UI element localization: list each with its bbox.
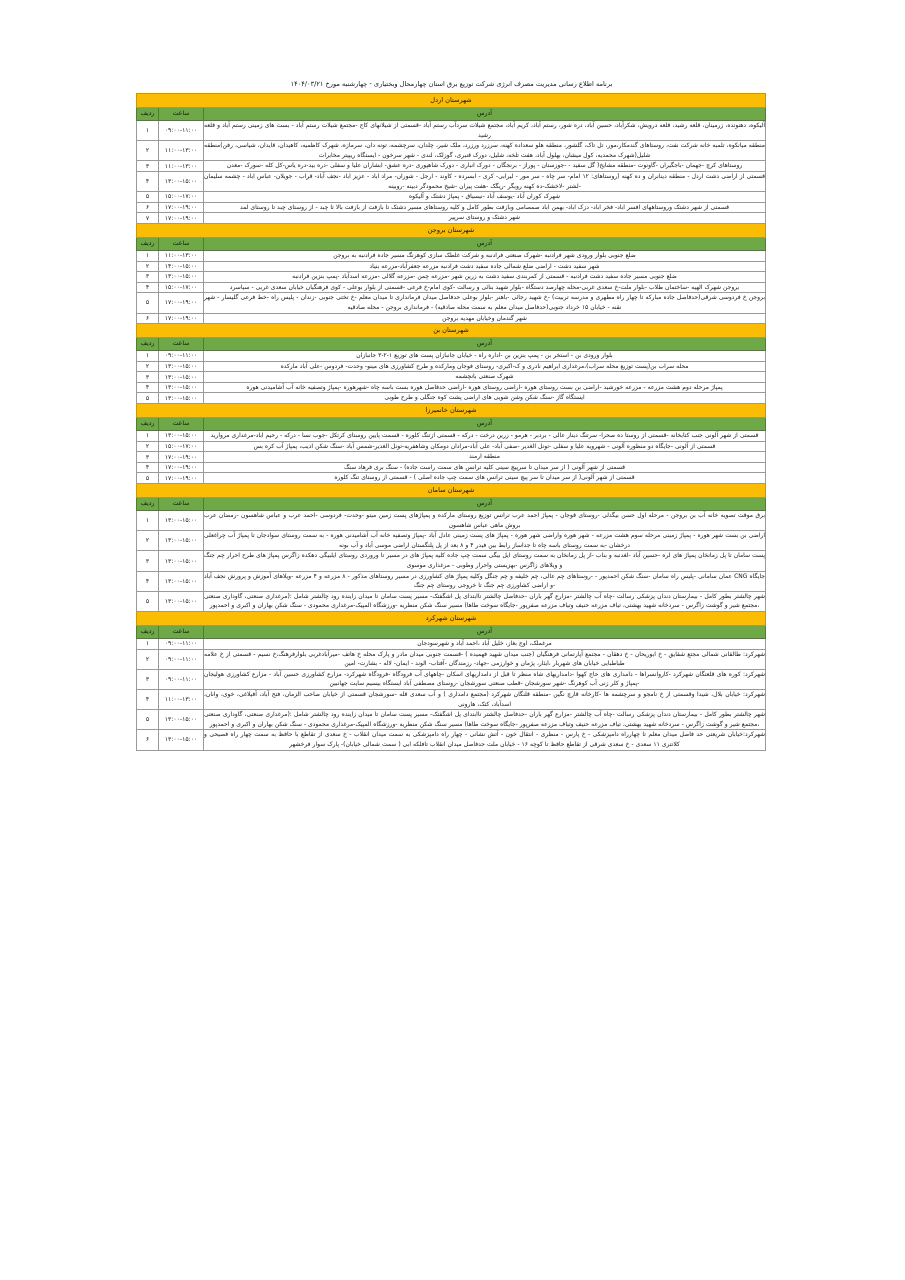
outage-time: ۱۳:۰۰-۱۵:۰۰ [159,372,204,383]
outage-time: ۱۳:۰۰-۱۵:۰۰ [159,382,204,393]
column-header-row [137,418,766,431]
table-row [137,441,766,452]
table-row [137,202,766,213]
column-header-address: آدرس [204,237,766,250]
outage-address: قسمتی از اراضی دشت اردل - منطقه دینانران و ده کهنه (روستاهای: ۱۲ امام- سر چاه - سر مور - لیرابی- کری - ابسرده - کاوند - ارجل - شوران- مراد اباد - عزیز اباد -نجف آباد- قراب - جویلان- عباس اباد - چشمه سلیمان -لشتر -لاخشک-ده کهنه رویگر -ریگک -هفت پیران -شیخ محمودگر دبینه -روبینه [204,171,766,191]
column-header-time: ساعت [159,237,204,250]
table-row [137,293,766,313]
county-band [137,324,766,338]
table-row [137,531,766,551]
table-row [137,710,766,730]
outage-time: ۱۳:۰۰-۱۵:۰۰ [159,393,204,404]
outage-address: برق موقت تصویه خانه آب بن بروجن - مرحله اول حسن بیگدلی -روستای قوجان - پمپاژ احمد عرب ترانس توزیع روستای مارکده و پمپاژهای پست زمین مینو -وحدت- فردوسی -احمد عرب و عباس شاهسون -رمضان عرب بروش ماهی عباس شاهسون [204,511,766,531]
row-number: ۴ [137,571,159,591]
column-header-row-number: ردیف [137,237,159,250]
row-number: ۱ [137,431,159,442]
outage-address: منطقه ارمند [204,452,766,463]
outage-time: ۱۷:۰۰-۱۹:۰۰ [159,213,204,224]
row-number: ۵ [137,591,159,611]
table-row [137,431,766,442]
column-header-address: آدرس [204,338,766,351]
table-row [137,462,766,473]
column-header-row [137,338,766,351]
county-name: شهرستان بن [137,324,766,338]
outage-time: ۱۱:۰۰-۱۳:۰۰ [159,250,204,261]
row-number: ۲ [137,649,159,669]
table-row [137,121,766,141]
column-header-row [137,498,766,511]
row-number: ۳ [137,372,159,383]
outage-time: ۰۹:۰۰-۱۱:۰۰ [159,121,204,141]
row-number: ۱ [137,250,159,261]
county-name: شهرستان شهرکرد [137,611,766,625]
column-header-address: آدرس [204,498,766,511]
outage-address: روستاهای کرچ -جهمان -باجگیران -گاونوت -منطقه مشایخ( گل سفید - -جوزستان - پوراز - برنجگان - دورک انباری - دورک شاهپوری -دره عشق- ابشاران علیا و سفلی -دره بید-دره یاس-کل کله -سورک -معدن [204,161,766,172]
outage-address: پمپاژ مرحله دوم هشت مزرعه - مزرعه خورشید -اراضی بن بست روستای هوره -اراضی روستای هوره -اراضی حدفاصل هوره بست باسه چاه -شهرهوره -پمپاژ وتصفیه خانه آب آشامیدنی هوره [204,382,766,393]
outage-time: ۱۳:۰۰-۱۵:۰۰ [159,730,204,750]
row-number: ۴ [137,382,159,393]
outage-time: ۱۱:۰۰-۱۳:۰۰ [159,689,204,709]
column-header-address: آدرس [204,108,766,121]
column-header-time: ساعت [159,498,204,511]
outage-address: شهرکرد: کوره های قلعتگان شهرکرد -کاروانسراها - دامداری های حاج کهوا -دامداریهای شاه منظر تا قبل از دامداریهای اسکان -چاههای آب فرودگاه -فرودگاه شهرکرد- مزارع کشاورزی حسین آباد - مزارع کشاورزی هولیجان -پمپاژ و کلر زنی آب کوهرنگ -شهر سورشجان -قطب صنعتی سورشجان -روستای مصطفی آباد ایستگاه بیسیم سایت جهانبین [204,669,766,689]
column-header-time: ساعت [159,625,204,638]
outage-address: قسمتی از شهر آلونی( از سر میدان تا سر پیچ سینی ترانس های سمت چپ جاده اصلی ) - قسمتی از روستای تنگ کلوره [204,473,766,484]
outage-address: پست سامان تا پل زمانخان پمپاژ های لره -حسین آباد -لغدنبه و بناب -از پل زمانخان به سمت روستای ایل بیگی سمت چپ جاده کلیه پمپاژ های در مسیر تا وروردی روستای ایلبیگی دهکده زاگرس پمپاژ های طرح احرار چم جنگ و ویلاهای زاگرس -بهزیستی واحرار وطوبی - مرغداری موسوی [204,551,766,571]
column-header-row-number: ردیف [137,338,159,351]
outage-address: محله سراب بن(پست توزیع محله سراب)،مرغداری ابراهیم نادری و ک-اکبری- روستای فوجان ومارکده و طرح کشاورزی های مینو- وحدت- فردوس -علی آباد مارکده [204,361,766,372]
outage-time: ۱۳:۰۰-۱۵:۰۰ [159,591,204,611]
column-header-row-number: ردیف [137,418,159,431]
outage-time: ۱۳:۰۰-۱۵:۰۰ [159,710,204,730]
table-row [137,638,766,649]
column-header-row [137,237,766,250]
row-number: ۲ [137,531,159,551]
outage-address: مرغملک، اوج بغاز، خلیل آباد ،احمد آباد و شهرسودجان [204,638,766,649]
outage-time: ۱۳:۰۰-۱۵:۰۰ [159,272,204,283]
row-number: ۲ [137,441,159,452]
column-header-row [137,625,766,638]
outage-address: بلوار ورودی بن - استخر بن - پمپ بنزین بن -اداره راه - خیابان جانبازان پست های توزیع ۱-۲-۳ جانبازان [204,351,766,362]
outage-address: قسمتی از شهر آلونی ( از سر میدان تا سرپیچ سینی کلیه ترانس های سمت راست جاده) - سنگ بری فرهاد سنگ [204,462,766,473]
table-row [137,141,766,161]
row-number: ۳ [137,669,159,689]
county-band [137,223,766,237]
table-row [137,351,766,362]
county-band [137,94,766,108]
outage-address: شهر چالشتر بطور کامل - بیمارستان دندان پزشکی رسالت -چاه آب چالشتر -مزارع گهر باران -حدفاصل چالشتر تاابتدای پل اشگفتک- مسیر پست سامان تا میدان زاینده رود چالشتر شامل :(مرغداری صنعتی، گاوداری صنعتی ،مجتمع شیر و گوشت زاگرس - سردخانه شهید بهشتی، تیاف مزرعه حنیف وتیاف مزرعه صفرپور -جایگاه سوخت طاها) مسیر سنگ شکن منظریه -ورزشگاه المپیک-مرغداری محمودی - سنگ شکن بهاران و اکبری و احمدپور [204,591,766,611]
table-row [137,171,766,191]
table-row [137,161,766,172]
column-header-address: آدرس [204,625,766,638]
outage-time: ۰۹:۰۰-۱۱:۰۰ [159,669,204,689]
outage-address: شهرک صنعتی بانچشمه [204,372,766,383]
row-number: ۱ [137,121,159,141]
table-row [137,213,766,224]
row-number: ۶ [137,730,159,750]
table-row [137,452,766,463]
table-row [137,282,766,293]
outage-time: ۱۵:۰۰-۱۷:۰۰ [159,192,204,203]
outage-time: ۱۳:۰۰-۱۵:۰۰ [159,531,204,551]
outage-address: شهر چالشتر بطور کامل - بیمارستان دندان پزشکی رسالت -چاه آب چالشتر -مزارع گهر باران -حدفاصل چالشتر تاابتدای پل اشگفتک- مسیر پست سامان تا میدان زاینده رود چالشتر شامل :(مرغداری صنعتی، گاوداری صنعتی ،مجتمع شیر و گوشت زاگرس - سردخانه شهید بهشتی، تیاف مزرعه حنیف وتیاف مزرعه صفرپور -جایگاه سوخت طاها) مسیر سنگ شکن منظریه -ورزشگاه المپیک-مرغداری محمودی - سنگ شکن بهاران و اکبری و احمدپور [204,710,766,730]
table-body [137,94,766,751]
table-row [137,689,766,709]
column-header-row [137,108,766,121]
outage-time: ۱۱:۰۰-۱۳:۰۰ [159,161,204,172]
outage-time: ۱۷:۰۰-۱۹:۰۰ [159,462,204,473]
column-header-address: آدرس [204,418,766,431]
row-number: ۴ [137,462,159,473]
outage-time: ۰۹:۰۰-۱۱:۰۰ [159,638,204,649]
outage-time: ۱۳:۰۰-۱۵:۰۰ [159,171,204,191]
row-number: ۲ [137,141,159,161]
outage-time: ۱۳:۰۰-۱۵:۰۰ [159,361,204,372]
outage-time: ۱۷:۰۰-۱۹:۰۰ [159,202,204,213]
column-header-row-number: ردیف [137,498,159,511]
page-title: برنامه اطلاع رسانی مدیریت مصرف انرژی شرکت توزیع برق استان چهارمحال وبختیاری - چهارشنبه مورخ ۱۴۰۴/۰۳/۲۱ [290,80,613,88]
table-row [137,473,766,484]
outage-time: ۰۹:۰۰-۱۱:۰۰ [159,649,204,669]
outage-address: آلیکوه، دهنونده، زرمینان، قلعه رشید، قلعه درویش، شکرآباد، حسین آباد، دره شور، رستم آباد، کریم آباد، مجتمع شیلات سردآب رستم آباد -قسمتی از شیلانهای کاج -مجتمع شیلات رستم آباد - بست های زمینی رستم آباد و قلعه رشید [204,121,766,141]
table-row [137,361,766,372]
outage-time: ۱۳:۰۰-۱۵:۰۰ [159,571,204,591]
row-number: ۴ [137,282,159,293]
row-number: ۱ [137,511,159,531]
table-row [137,591,766,611]
outage-address: شهر گندمان وخیابان مهدیه بروجن [204,313,766,324]
outage-time: ۱۵:۰۰-۱۷:۰۰ [159,441,204,452]
county-name: شهرستان خانمیرزا [137,404,766,418]
county-name: شهرستان اردل [137,94,766,108]
outage-time: ۱۳:۰۰-۱۵:۰۰ [159,511,204,531]
table-row [137,272,766,283]
county-name: شهرستان سامان [137,484,766,498]
row-number: ۱ [137,638,159,649]
table-row [137,649,766,669]
county-band [137,611,766,625]
outage-address: جایگاه CNG عمان سامانی -پلیس راه سامان -سنگ شکن احمدپور - -روستاهای چم عالی، چم خلیفه و چم جنگل وکلیه پمپاژ های کشاورزی در مسیر روستاهای مذکور - ۸ مزرعه و ۴ مزرعه -ویلاهای آموزش و پرورش نجف آباد -و اراضی کشاورزی چم جنگ تا خروجی روستای چم جنگ [204,571,766,591]
table-row [137,730,766,750]
row-number: ۱ [137,351,159,362]
table-row [137,372,766,383]
table-row [137,250,766,261]
outage-address: منطقه میانکوه، تلمبه خانه شرکت نفت، روستاهای گندمکار،مور، تل تاک، گلشور، منطقه هلو سعداده کهنه، سرزرد ورزرد، ملک شیر، چلدان، سرچشمه، تونه دان، سرمازه، شهرک کاظمیه، کاهیدان، قایدان، شیاسی، رفن)منطقه شلیل(شهرک محمدیه، کول میشان، بهلول آباد، هفت تلخه، شلیل، دورک قنبری، گوزلک، لندی - شهر سرخون - ایستگاه ریپیتر مخابرات [204,141,766,161]
outage-address: قسمتی از شهر آلونی جنب کتابخانه -قسمتی از روستا ده صحرا- سرتنگ دینار عالی - بردبر - هرمو - زرین درخت - درکه - قسمتی ازتنگ کلوره - قسمت پایین روستای کرتکل -جوب نسا - درکه - رحیم اباد-مرغداری مروارید [204,431,766,442]
row-number: ۵ [137,473,159,484]
outage-time: ۱۳:۰۰-۱۵:۰۰ [159,551,204,571]
row-number: ۳ [137,551,159,571]
row-number: ۴ [137,171,159,191]
outage-address: ضلع جنوبی مسیر جاده سفید دشت فرادنبه - قسمتی از کمربندی سفید دشت به زرین شهر -مزرعه چمن -مزرعه گلالی -مزرعه اسدآباد -پمپ بنزین فرادنبه [204,272,766,283]
outage-schedule-table [136,93,766,751]
row-number: ۵ [137,710,159,730]
county-band [137,484,766,498]
column-header-time: ساعت [159,418,204,431]
outage-address: اراضی بن بست شهر هوره - پمپاژ زمینی مرحله سوم هشت مزرعه - شهر هوره واراضی شهر هوره - پمپاژ های پست زمینی عادل آباد -پمپاژ وتصفیه خانه آب آشامیدنی هوره - به سمت روستای سوادجان تا پمپاژ آب چراغعلی درخشان -به سمت روستای باسه چاه تا جداساز رابط بین فیدر ۴ و ۸ بعد از پل پلنگستان اراضی موسی آباد و آب بونه [204,531,766,551]
table-row [137,393,766,404]
table-row [137,571,766,591]
outage-address: شهر سفید دشت - اراضی ضلع شمالی جاده سفید دشت فرادنبه مزرعه جعفرآباد-مزرعه بنیاد [204,261,766,272]
outage-time: ۱۷:۰۰-۱۹:۰۰ [159,452,204,463]
outage-address: شهرکرد: خیابان بلال، شیدا وقسمتی از خ نامجو و سرچشمه ها -کارخانه قارچ نگین -منطقه قلنگان شهرکرد (مجتمع دامداری ) و آب سعدی قله -سورشجان قسمتی از خیابان صاحب الزمان، فتح آباد، آفیلاغی، خوی، وانان، اسدآباد، کتک، هارونی [204,689,766,709]
outage-time: ۱۵:۰۰-۱۷:۰۰ [159,282,204,293]
table-row [137,669,766,689]
row-number: ۳ [137,452,159,463]
outage-address: قسمتی از شهر دشتک وروستاههای افسر اباد- فخر اباد- دزک اباد- بهمن اباد صمصامی وبازفت بطور کامل و کلیه روستاهای مسیر دشتک تا بازفت از بازفت بالا تا چبد - از روستای چبد تا روستای لمد [204,202,766,213]
outage-address: بروجن خ فردوسی شرقی(حدفاصل جاده مبارکه تا چهار راه مطهری و مدرسه تربیت) -خ شهید رجائی -باهنر -بلوار بوعلی حدفاصل میدان فرمانداری تا میدان معلم -خ تختی جنوبی -زندان - پلیس راه -خط فرعی گلیسار - شهر نقنه - خیابان ۱۵ خرداد جنوبی(حدفاصل میدان معلم به سمت محله صادقیه) - فرمانداری بروجن - محله صادقیه [204,293,766,313]
table-row [137,192,766,203]
row-number: ۵ [137,293,159,313]
outage-time: ۱۱:۰۰-۱۳:۰۰ [159,141,204,161]
outage-time: ۱۴:۰۰-۱۵:۰۰ [159,261,204,272]
column-header-row-number: ردیف [137,625,159,638]
row-number: ۵ [137,192,159,203]
column-header-row-number: ردیف [137,108,159,121]
table-row [137,551,766,571]
outage-time: ۱۷:۰۰-۱۹:۰۰ [159,473,204,484]
table-row [137,261,766,272]
outage-address: ضلع جنوبی بلوار ورودی شهر فرادنبه -شهرک صنعتی فرادنبه و شرکت غلطک سازی کوهرنگ مسیر جاده فرادنبه به بروجن [204,250,766,261]
row-number: ۴ [137,689,159,709]
row-number: ۶ [137,202,159,213]
outage-address: شهرک کوران آباد -یوسف آباد -نیسیاق - پمپاژ دشتک و آلیکوه [204,192,766,203]
outage-address: بروجن شهرک الهیه -ساختمان طلاب -بلوار ملت-خ سعدی غربی-محله چهارصد دستگاه -بلوار شهید بنائی و رسالت -کوی امام-خ فرعی -قسمتی از بلوار بوعلی - کوی فرهنگیان خیابان سعدی غربی - سیاسرد [204,282,766,293]
table-row [137,313,766,324]
row-number: ۶ [137,313,159,324]
outage-schedule-sheet [137,78,766,751]
outage-address: شهرکرد: طالقانی شمالی مجتع شقایق - خ ابوریحان - خ دهقان - مجتمع آپارتمانی فرهنگیان (جنب میدان شهید فهمیده ) -قسمت جنوبی میدان مادر و پارک محله خ هاتف -میرآبادغربی بلوارفرهنگ،خ نسیم - قسمتی از خ علامه طباطبایی خیابان های شهربار ،ایثار، پژمان و خوارزمی -جهاد- رزمندگان -آفتاب- الوند - ایمان- لاله - بشارت- امین [204,649,766,669]
row-number: ۳ [137,272,159,283]
outage-address: ایستگاه گاز -سنگ شکن وشن شویی های اراضی پشت کوه جنگلی و طرح طوبی [204,393,766,404]
row-number: ۲ [137,361,159,372]
county-band [137,404,766,418]
column-header-time: ساعت [159,108,204,121]
county-name: شهرستان بروجن [137,223,766,237]
outage-address: شهرکرد:خیابان شریعتی حد فاصل میدان معلم تا چهارراه دامپزشکی - خ پارس - منظری - انتقال خون - آتش نشانی - چهار راه دامپزشکی به سمت میدان انقلاب - خ سعدی از تقاطع با حافظ به سمت چهار راه فصیحی و کلانتری ۱۱ سعدی - خ سعدی شرقی از تقاطع حافظ تا کوچه ۱۶ - خیابان ملت حدفاصل میدان انقلاب تافلکه ابی ( سمت شمالی خیابان)- پارک سوار فرخشهر [204,730,766,750]
row-number: ۲ [137,261,159,272]
row-number: ۷ [137,213,159,224]
outage-address: شهر دشتک و روستای سرپیر [204,213,766,224]
column-header-time: ساعت [159,338,204,351]
outage-time: ۱۷:۰۰-۱۹:۰۰ [159,293,204,313]
row-number: ۵ [137,393,159,404]
table-row [137,511,766,531]
table-row [137,382,766,393]
outage-address: قسمتی از آلونی -جایگاه دو منظوره آلونی - شهرویه علیا و سفلی -تونل الغدیر -صفی آباد- علی آباد-مرادان دومکان وشاهفریه-تونل الغدیر-شمس آباد -سنگ شکن ادیب، پمپاژ آب کره بس [204,441,766,452]
outage-time: ۱۷:۰۰-۱۹:۰۰ [159,313,204,324]
outage-time: ۱۳:۰۰-۱۵:۰۰ [159,431,204,442]
outage-time: ۰۹:۰۰-۱۱:۰۰ [159,351,204,362]
row-number: ۳ [137,161,159,172]
